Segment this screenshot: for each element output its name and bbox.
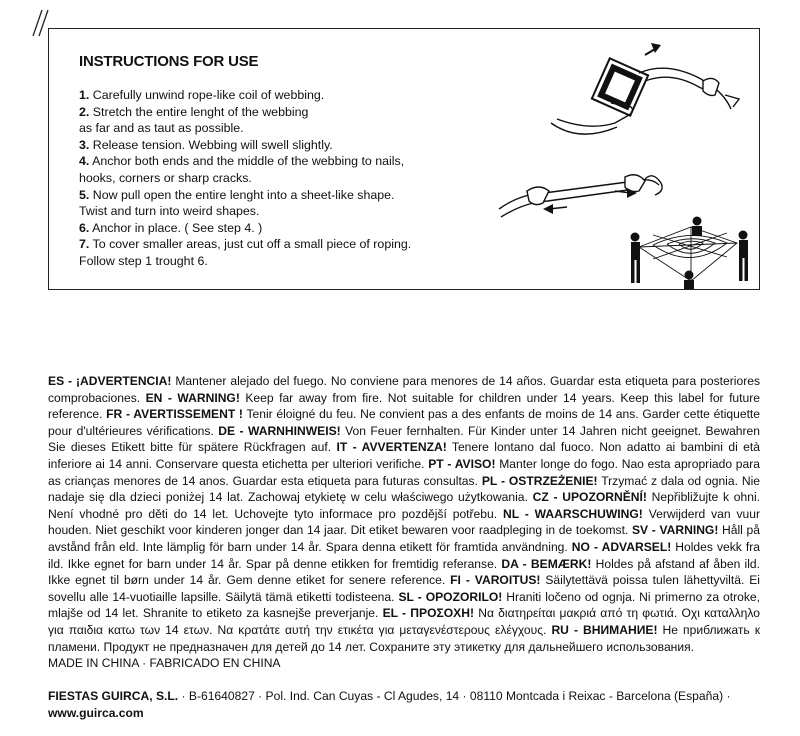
warning-text: Keep far away from fire. Not suitable for children under 14 years. Keep this label for future reference. [48, 390, 760, 422]
warning-label: IT - AVVERTENZA! [336, 440, 447, 455]
warning-text: Trzymać z dala od ognia. Nie nadaje się dla dzieci poniżej 14 lat. Zachowaj etykietę w celu właściwego użytkowania. [48, 473, 760, 505]
step-7 [79, 236, 449, 269]
warning-text: Mantener alejado del fuego. No conviene para menores de 14 años. Guardar esta etiqueta para posteriores comprobaciones. [48, 374, 760, 405]
warning-text: Tenere lontano dal fuoco. Non adatto ai bambini di età inferiore ai 14 anni. Conservare questa etichetta per ulteriori verifiche. [48, 440, 760, 471]
instructions-illustration-icon [439, 31, 759, 289]
warning-text: Verwijderd van vuur houden. Niet geschikt voor kinderen jonger dan 14 jaar. Dit etiket bewaren voor raadpleging in de toekomst. [48, 506, 760, 538]
warning-label: SL - OPOZORILO! [398, 589, 503, 604]
step-2 [79, 104, 449, 137]
warning-label: SV - VARNING! [631, 523, 719, 538]
step-number: 7. [79, 237, 90, 252]
step-text: To cover smaller areas, just cut off a small piece of roping. Follow step 1 trought 6. [79, 237, 412, 268]
step-text: Carefully unwind rope-like coil of webbing. [89, 88, 325, 102]
instructions-steps [79, 87, 449, 270]
step-number: 2. [79, 104, 90, 119]
warning-label: FR - AVERTISSEMENT ! [106, 407, 243, 422]
step-number: 6. [79, 220, 90, 235]
warning-text: Tenir éloigné du feu. Ne convient pas a des enfants de moins de 14 ans. Garder cette étiquette pour d'ultérieures vérifications. [48, 407, 761, 438]
warning-text: Να διατηρείται μακριά από τη φωτιά. Οχι καταλληλο για παιδια κατω των 14 ετων. Να κρατάτε αυτή την ετικέτα για μεταγενέστερους ελέγχους. [48, 606, 760, 637]
warning-label: NO - ADVARSEL! [571, 539, 672, 554]
step-5 [79, 187, 449, 220]
step-text: Stretch the entire lenght of the webbing as far and as taut as possible. [79, 104, 309, 136]
step-text: Now pull open the entire lenght into a sheet-like shape. Twist and turn into weird shapes. [79, 187, 395, 219]
step-1 [79, 87, 449, 104]
step-3 [79, 137, 449, 154]
warning-text: Holdes på afstand af åben ild. Ikke egnet til børn under 14 år. Gem denne etiket for senere reference. [48, 556, 760, 588]
warning-text: Не приближать к пламени. Продукт не предназначен для детей до 14 лет. Сохраните эту этикетку для дальнейшего использования. [48, 622, 760, 654]
warning-label: PL - OSTRZEŻENIE! [481, 473, 598, 488]
warning-text: Nepřibližujte k ohni. Není vhodné pro děti do 14 let. Uchovejte tyto informace pro pozdější potřebu. [48, 490, 760, 521]
warning-label: PT - AVISO! [428, 456, 496, 471]
warning-text: Säilytettävä poissa tulen lähettyviltä. Ei sovellu alle 14-vuotiaille lapsille. Säilytä tämä etiketti todisteena. [48, 573, 760, 604]
warning-label: EN - WARNING! [145, 390, 240, 405]
warning-label: DA - BEMÆRK! [501, 556, 592, 571]
instructions-box [48, 28, 760, 290]
company-website[interactable]: www.guirca.com [48, 705, 144, 720]
step-number: 4. [79, 154, 90, 169]
warning-text: Manter longe do fogo. Nao esta apropriado para as crianças menores de 14 anos. Guardar esta etiqueta para futuras consultas. [48, 456, 760, 488]
step-text: Anchor both ends and the middle of the webbing to nails, hooks, corners or sharp cracks. [79, 154, 405, 185]
step-number: 5. [79, 187, 90, 202]
warning-label: DE - WARNHINWEIS! [218, 423, 341, 438]
warning-text: Holdes vekk fra ild. Ikke egnet for barn under 14 år. Spar på denne etikken for fremtidig referanse. [48, 539, 760, 571]
warning-text: Håll på avstånd från eld. Inte lämplig för barn under 14 år. Spara denna etikett för framtida användning. [48, 523, 760, 554]
made-in-text: MADE IN CHINA · FABRICADO EN CHINA [48, 656, 281, 670]
company-name: FIESTAS GUIRCA, S.L. [48, 689, 179, 703]
warning-label: FI - VAROITUS! [450, 573, 541, 588]
instructions-title: INSTRUCTIONS FOR USE [79, 53, 259, 70]
warning-label: EL - ΠΡΟΣΟΧΗ! [382, 606, 474, 621]
warning-text: Hraniti ločeno od ognja. Ni primerno za otroke, mlajše od 14 let. Shranite to etiketo za kasnejše preverjanje. [48, 589, 760, 621]
step-number: 1. [79, 88, 90, 102]
warning-label: CZ - UPOZORNĚNÍ! [532, 490, 647, 505]
step-6 [79, 220, 449, 237]
safety-warnings [48, 373, 760, 655]
warning-label: ES - ¡ADVERTENCIA! [48, 374, 172, 388]
step-4 [79, 153, 449, 186]
company-footer [48, 688, 760, 721]
warning-text: Von Feuer fernhalten. Für Kinder unter 14 Jahren nicht geeignet. Bewahren Sie dieses Etikett bitte für spätere Rückfragen auf. [48, 423, 761, 455]
warning-label: NL - WAARSCHUWING! [502, 506, 643, 521]
warning-label: RU - ВНИМАНИЕ! [551, 622, 658, 637]
company-address: · B-61640827 · Pol. Ind. Can Cuyas - Cl Agudes, 14 · 08110 Montcada i Reixac - Barcelona (España) · [178, 689, 731, 703]
step-number: 3. [79, 137, 90, 152]
step-text: Anchor in place. ( See step 4. ) [89, 220, 263, 235]
step-text: Release tension. Webbing will swell slightly. [89, 137, 333, 152]
